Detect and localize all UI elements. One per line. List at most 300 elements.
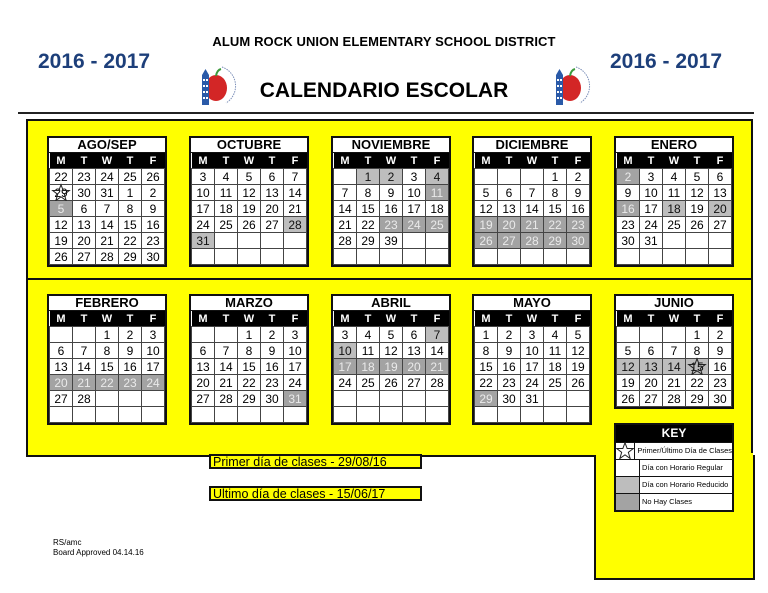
day-number: 1 — [103, 327, 111, 342]
day-number: 2 — [574, 169, 582, 184]
day-cell — [284, 343, 307, 359]
weekday-header: W — [380, 311, 403, 327]
day-cell — [357, 407, 380, 423]
weekday-header: W — [380, 153, 403, 169]
day-cell — [663, 217, 686, 233]
month-diciembre — [472, 136, 592, 267]
month-name: DICIEMBRE — [474, 138, 590, 153]
day-cell — [567, 185, 590, 201]
day-cell — [357, 169, 380, 185]
day-cell — [663, 169, 686, 185]
day-number: 3 — [341, 327, 349, 342]
day-cell — [544, 169, 567, 185]
day-cell — [284, 359, 307, 375]
legend-label: Día con Horario Reducido — [642, 480, 729, 489]
day-cell — [215, 391, 238, 407]
day-cell — [709, 359, 732, 375]
month-name: ENERO — [616, 138, 732, 153]
day-cell — [544, 249, 567, 265]
day-cell — [238, 359, 261, 375]
day-cell — [686, 391, 709, 407]
day-number: 16 — [621, 201, 635, 216]
day-number: 21 — [288, 201, 302, 216]
month-junio — [614, 294, 734, 409]
day-cell — [119, 343, 142, 359]
day-number: 23 — [146, 233, 160, 248]
day-number: 23 — [621, 217, 635, 232]
day-number: 26 — [384, 375, 398, 390]
day-cell — [73, 391, 96, 407]
day-number: 15 — [242, 359, 256, 374]
day-cell — [96, 249, 119, 265]
day-number: 3 — [410, 169, 418, 184]
day-cell — [663, 233, 686, 249]
day-cell — [380, 169, 403, 185]
weekday-header: M — [475, 153, 498, 169]
day-number: 13 — [713, 185, 727, 200]
day-number: 2 — [268, 327, 276, 342]
weekday-header: W — [238, 311, 261, 327]
day-number: 21 — [430, 359, 444, 374]
day-number: 30 — [77, 185, 91, 200]
apple-school-logo-icon — [192, 63, 238, 107]
day-number: 29 — [479, 391, 493, 406]
day-cell — [498, 359, 521, 375]
day-cell — [498, 249, 521, 265]
day-number: 31 — [100, 185, 114, 200]
day-number: 24 — [338, 375, 352, 390]
day-cell — [119, 249, 142, 265]
day-cell — [426, 359, 449, 375]
day-number: 8 — [245, 343, 253, 358]
day-number: 1 — [551, 169, 559, 184]
month-marzo — [189, 294, 309, 425]
day-number: 5 — [245, 169, 253, 184]
day-number: 8 — [364, 185, 372, 200]
day-number: 11 — [667, 185, 681, 200]
day-number: 12 — [621, 359, 635, 374]
day-cell — [73, 217, 96, 233]
day-cell — [426, 185, 449, 201]
weekday-header: M — [334, 153, 357, 169]
day-cell — [50, 359, 73, 375]
day-number: 2 — [624, 169, 632, 184]
day-cell — [96, 407, 119, 423]
day-cell — [498, 407, 521, 423]
day-cell — [215, 359, 238, 375]
month-name: FEBRERO — [49, 296, 165, 311]
day-number: 14 — [100, 217, 114, 232]
day-cell — [334, 391, 357, 407]
day-cell — [334, 201, 357, 217]
month-name: JUNIO — [616, 296, 732, 311]
day-number: 9 — [716, 343, 724, 358]
day-cell — [475, 201, 498, 217]
month-ago-sep — [47, 136, 167, 267]
day-cell — [521, 169, 544, 185]
day-number: 2 — [126, 327, 134, 342]
weekday-header: T — [686, 153, 709, 169]
legend-item-first-last — [616, 442, 732, 459]
day-cell — [238, 233, 261, 249]
day-number: 13 — [54, 359, 68, 374]
day-cell — [238, 185, 261, 201]
day-number: 27 — [644, 391, 658, 406]
day-cell — [380, 201, 403, 217]
day-number: 28 — [288, 217, 302, 232]
weekday-header: F — [709, 311, 732, 327]
weekday-header: W — [521, 153, 544, 169]
day-cell — [334, 233, 357, 249]
day-number: 15 — [361, 201, 375, 216]
day-cell — [640, 249, 663, 265]
day-cell — [663, 391, 686, 407]
day-cell — [403, 343, 426, 359]
day-cell — [119, 359, 142, 375]
day-number: 6 — [410, 327, 418, 342]
day-number: 17 — [288, 359, 302, 374]
month-name: OCTUBRE — [191, 138, 307, 153]
day-number: 14 — [525, 201, 539, 216]
legend-label: Día con Horario Regular — [642, 463, 723, 472]
day-number: 11 — [548, 343, 562, 358]
weekday-header: T — [498, 153, 521, 169]
day-number: 7 — [341, 185, 349, 200]
day-cell — [73, 169, 96, 185]
weekday-header: M — [50, 153, 73, 169]
day-number: 17 — [644, 201, 658, 216]
day-number: 5 — [482, 185, 490, 200]
day-number: 13 — [644, 359, 658, 374]
day-cell — [261, 233, 284, 249]
day-number: 27 — [54, 391, 68, 406]
weekday-header: F — [709, 153, 732, 169]
day-cell — [284, 217, 307, 233]
weekday-header: M — [617, 153, 640, 169]
day-cell — [215, 249, 238, 265]
day-cell — [261, 327, 284, 343]
weekday-header: T — [544, 311, 567, 327]
day-cell — [663, 249, 686, 265]
day-number: 25 — [219, 217, 233, 232]
day-number: 21 — [667, 375, 681, 390]
day-cell — [617, 327, 640, 343]
day-number: 6 — [199, 343, 207, 358]
weekday-header: T — [261, 153, 284, 169]
day-number: 19 — [571, 359, 585, 374]
day-cell — [119, 217, 142, 233]
weekday-header: T — [640, 311, 663, 327]
day-number: 14 — [338, 201, 352, 216]
day-cell — [380, 217, 403, 233]
day-cell — [544, 327, 567, 343]
day-cell — [617, 375, 640, 391]
weekday-header: T — [215, 311, 238, 327]
day-cell — [403, 185, 426, 201]
day-number: 29 — [123, 249, 137, 264]
day-number: 6 — [505, 185, 513, 200]
day-number: 27 — [407, 375, 421, 390]
day-cell — [142, 391, 165, 407]
day-number: 26 — [54, 249, 68, 264]
day-cell — [498, 327, 521, 343]
month-noviembre — [331, 136, 451, 267]
day-cell — [475, 359, 498, 375]
day-cell — [403, 249, 426, 265]
day-number: 7 — [433, 327, 441, 342]
day-cell — [663, 375, 686, 391]
day-number: 21 — [77, 375, 91, 390]
day-cell — [617, 249, 640, 265]
day-cell — [475, 233, 498, 249]
day-cell — [567, 407, 590, 423]
day-number: 28 — [338, 233, 352, 248]
day-cell — [284, 201, 307, 217]
district-name: ALUM ROCK UNION ELEMENTARY SCHOOL DISTRICT — [212, 34, 556, 49]
month-mayo — [472, 294, 592, 425]
day-number: 31 — [288, 391, 302, 406]
day-cell — [544, 375, 567, 391]
legend-label: No Hay Clases — [642, 497, 693, 506]
weekday-header: M — [617, 311, 640, 327]
day-number: 13 — [502, 201, 516, 216]
day-number: 15 — [123, 217, 137, 232]
legend-title: KEY — [616, 425, 732, 442]
weekday-header: T — [544, 153, 567, 169]
weekday-header: F — [142, 311, 165, 327]
day-cell — [96, 217, 119, 233]
day-cell — [142, 217, 165, 233]
day-number: 7 — [103, 201, 111, 216]
day-cell — [357, 201, 380, 217]
day-number: 19 — [621, 375, 635, 390]
day-cell — [521, 201, 544, 217]
day-cell — [380, 343, 403, 359]
day-cell — [521, 249, 544, 265]
legend-item-no-class — [616, 493, 732, 510]
day-number: 28 — [77, 391, 91, 406]
day-number: 28 — [525, 233, 539, 248]
day-cell — [142, 233, 165, 249]
day-number: 4 — [433, 169, 441, 184]
weekday-header: F — [284, 311, 307, 327]
day-cell — [238, 217, 261, 233]
day-number: 25 — [548, 375, 562, 390]
apple-school-logo-icon — [546, 63, 592, 107]
day-cell — [261, 249, 284, 265]
day-number: 17 — [146, 359, 160, 374]
month-enero — [614, 136, 734, 267]
day-cell — [663, 185, 686, 201]
day-cell — [357, 233, 380, 249]
day-cell — [119, 233, 142, 249]
day-number: 23 — [265, 375, 279, 390]
day-number: 23 — [77, 169, 91, 184]
day-number: 8 — [693, 343, 701, 358]
day-cell — [215, 407, 238, 423]
day-cell — [403, 391, 426, 407]
day-cell — [686, 375, 709, 391]
day-number: 3 — [528, 327, 536, 342]
day-cell — [215, 375, 238, 391]
day-number: 20 — [502, 217, 516, 232]
day-cell — [73, 327, 96, 343]
day-number: 25 — [361, 375, 375, 390]
day-cell — [334, 169, 357, 185]
day-number: 11 — [430, 185, 444, 200]
weekday-header: F — [426, 311, 449, 327]
day-number: 22 — [100, 375, 114, 390]
month-febrero — [47, 294, 167, 425]
day-cell — [567, 233, 590, 249]
day-cell — [567, 375, 590, 391]
day-number: 20 — [54, 375, 68, 390]
day-number: 19 — [54, 233, 68, 248]
last-day-note: Ultimo día de clases - 15/06/17 — [209, 486, 422, 501]
day-number: 21 — [338, 217, 352, 232]
day-cell — [192, 343, 215, 359]
day-number: 24 — [146, 375, 160, 390]
day-cell — [709, 233, 732, 249]
day-cell — [284, 185, 307, 201]
day-cell — [521, 233, 544, 249]
day-number: 5 — [387, 327, 395, 342]
day-cell — [261, 201, 284, 217]
day-cell — [498, 391, 521, 407]
day-cell — [426, 375, 449, 391]
day-cell — [50, 343, 73, 359]
day-number: 3 — [647, 169, 655, 184]
weekday-header: T — [686, 311, 709, 327]
day-cell — [426, 201, 449, 217]
day-cell — [215, 233, 238, 249]
day-number: 18 — [548, 359, 562, 374]
day-cell — [119, 169, 142, 185]
weekday-header: W — [663, 311, 686, 327]
weekday-header: T — [640, 153, 663, 169]
day-cell — [640, 185, 663, 201]
day-cell — [544, 359, 567, 375]
day-cell — [284, 407, 307, 423]
day-cell — [640, 359, 663, 375]
day-cell — [96, 185, 119, 201]
day-cell — [119, 327, 142, 343]
day-cell — [380, 185, 403, 201]
day-cell — [640, 375, 663, 391]
day-number: 4 — [551, 327, 559, 342]
day-cell — [284, 375, 307, 391]
day-number: 18 — [430, 201, 444, 216]
day-number: 18 — [361, 359, 375, 374]
day-number: 27 — [502, 233, 516, 248]
day-cell — [686, 233, 709, 249]
day-cell — [663, 327, 686, 343]
weekday-header: T — [119, 153, 142, 169]
day-cell — [663, 201, 686, 217]
day-cell — [521, 185, 544, 201]
day-cell — [709, 201, 732, 217]
day-number: 14 — [77, 359, 91, 374]
day-number: 10 — [644, 185, 658, 200]
day-number: 8 — [551, 185, 559, 200]
footer-approval: Board Approved 04.14.16 — [53, 548, 144, 557]
day-number: 13 — [265, 185, 279, 200]
day-cell — [380, 359, 403, 375]
day-cell — [284, 233, 307, 249]
day-number: 31 — [525, 391, 539, 406]
day-number: 31 — [196, 233, 210, 248]
day-number: 22 — [54, 169, 68, 184]
day-cell — [284, 169, 307, 185]
day-cell — [709, 217, 732, 233]
day-cell — [142, 375, 165, 391]
day-cell — [709, 375, 732, 391]
day-number: 7 — [222, 343, 230, 358]
day-cell — [475, 327, 498, 343]
day-number: 10 — [196, 185, 210, 200]
day-cell — [357, 185, 380, 201]
day-number: 3 — [199, 169, 207, 184]
day-cell — [334, 407, 357, 423]
day-cell — [238, 375, 261, 391]
day-cell — [261, 185, 284, 201]
day-cell — [96, 169, 119, 185]
day-cell — [73, 233, 96, 249]
page-title: CALENDARIO ESCOLAR — [259, 79, 509, 102]
month-name: MARZO — [191, 296, 307, 311]
day-cell — [73, 375, 96, 391]
day-number: 5 — [693, 169, 701, 184]
day-cell — [284, 327, 307, 343]
day-cell — [403, 201, 426, 217]
day-cell — [192, 375, 215, 391]
day-number: 20 — [265, 201, 279, 216]
day-cell — [640, 327, 663, 343]
day-cell — [238, 343, 261, 359]
day-number: 9 — [149, 201, 157, 216]
day-number: 10 — [288, 343, 302, 358]
day-number: 10 — [146, 343, 160, 358]
day-cell — [192, 407, 215, 423]
day-number: 9 — [268, 343, 276, 358]
day-cell — [96, 327, 119, 343]
weekday-header: W — [238, 153, 261, 169]
weekday-header: W — [663, 153, 686, 169]
day-cell — [403, 233, 426, 249]
day-cell — [50, 407, 73, 423]
day-number: 9 — [574, 185, 582, 200]
day-cell — [475, 375, 498, 391]
day-number: 26 — [621, 391, 635, 406]
day-cell — [475, 391, 498, 407]
day-cell — [215, 185, 238, 201]
day-number: 1 — [482, 327, 490, 342]
day-cell — [617, 169, 640, 185]
weekday-header: F — [426, 153, 449, 169]
day-number: 15 — [100, 359, 114, 374]
day-number: 25 — [430, 217, 444, 232]
day-cell — [142, 169, 165, 185]
day-number: 29 — [690, 391, 704, 406]
day-cell — [261, 359, 284, 375]
footer-initials: RS/amc — [53, 538, 82, 547]
day-number: 27 — [77, 249, 91, 264]
day-cell — [261, 169, 284, 185]
day-number: 10 — [525, 343, 539, 358]
day-number: 12 — [690, 185, 704, 200]
day-number: 28 — [430, 375, 444, 390]
day-cell — [403, 359, 426, 375]
